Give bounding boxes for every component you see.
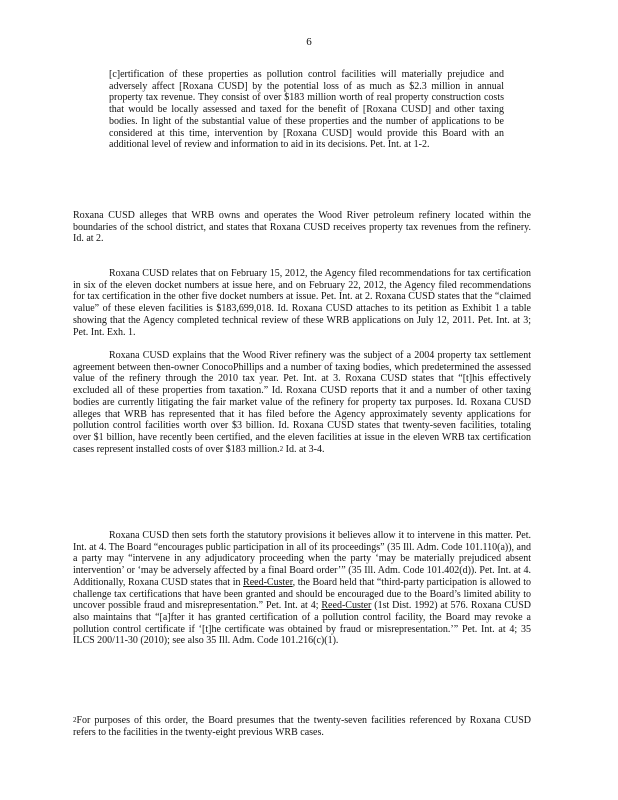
paragraph-agency-recommendations: Roxana CUSD relates that on February 15, 2012, the Agency filed recommendations for tax certification in six of the eleven docket numbers at issue here, and on February 22, 2012, the Agency filed recommendations for tax certification in the other five docket numbers at issue. Pet. Int. at 2. Roxana CUSD states that the “claimed value” of these eleven facilities is $183,699,018. Id. Roxana CUSD attaches to its petition as Exhibit 1 a table showing that the Agency completed technical review of these WRB applications on July 12, 2011. Pet. Int. at 3; Pet. Int. Exh. 1. (73, 268, 531, 338)
case-name-citation: Reed-Custer (321, 600, 372, 612)
paragraph-settlement (73, 350, 531, 455)
paragraph-settlement-cite: Id. at 3-4. (285, 443, 325, 455)
footnote (73, 715, 531, 738)
footnote-text: For purposes of this order, the Board presumes that the twenty-seven facilities referenced by Roxana CUSD refers to the facilities in the twenty-eight previous WRB cases. (73, 715, 531, 738)
paragraph-statutory-provisions (73, 530, 531, 647)
page-number: 6 (306, 36, 312, 48)
paragraph-refinery: Roxana CUSD alleges that WRB owns and operates the Wood River petroleum refinery located within the boundaries of the school district, and states that Roxana CUSD receives property tax revenues from the refinery. Id. at 2. (73, 210, 531, 245)
footnote-reference: 2 (279, 444, 284, 453)
paragraph-statutory-text-b: , the Board held that “third-party participation is allowed to challenge tax certifications that have been granted and should be encouraged due to the Board’s limited ability to uncover possible fraud and misrepresentation.” Pet. Int. at 4; (73, 576, 531, 612)
footnote-mark: 2 (73, 716, 77, 724)
paragraph-statutory-text-c: (1st Dist. 1992) at 576. Roxana CUSD also maintains that “[a]fter it has granted certification of a pollution control facility, the Board may revoke a pollution control certificate if ‘[t]he certificate was obtained by fraud or misrepresentation.’” Pet. Int. at 4; 35 ILCS 200/11-30 (2010); see also 35 Ill. Adm. Code 101.216(c)(1). (73, 600, 532, 647)
block-quote: [c]ertification of these properties as pollution control facilities will materially prejudice and adversely affect [Roxana CUSD] by the potential loss of as much as $2.3 million in annual property tax revenue. They consist of over $183 million worth of real property construction costs that would be locally assessed and taxed for the benefit of [Roxana CUSD] and other taxing bodies. In light of the substantial value of these properties and the number of applications to be considered at this time, intervention by [Roxana CUSD] would provide this Board with an additional level of review and information to aid in its decisions. Pet. Int. at 1-2. (109, 69, 504, 151)
paragraph-settlement-text: Roxana CUSD explains that the Wood River refinery was the subject of a 2004 property tax settlement agreement between then-owner ConocoPhillips and a number of taxing bodies, which predetermined the assessed value of the refinery through the 2010 tax year. Pet. Int. at 3. Roxana CUSD states that “[t]his effectively excluded all of these properties from taxation.” Id. Roxana CUSD reports that it and a number of other taxing bodies are currently litigating the fair market value of the refinery for property tax purposes. Id. Roxana CUSD alleges that WRB has represented that it has filed before the Agency approximately seventy applications for pollution control facilities worth over $3 billion. Id. Roxana CUSD states that twenty-seven facilities, totaling over $1 billion, have recently been certified, and the eleven facilities at issue in the eleven WRB tax certification cases represent installed costs of over $183 million. (73, 350, 531, 455)
case-name-link: Reed-Custer (243, 576, 293, 588)
paragraph-statutory-text-a: Roxana CUSD then sets forth the statutory provisions it believes allow it to intervene in this matter. Pet. Int. at 4. The Board “encourages public participation in all of its proceedings” (35 Ill. Adm. Code 101.110(a)), and a party may “intervene in any adjudicatory proceeding when the party ‘may be materially prejudiced absent intervention’ or ‘may be adversely affected by a final Board order’” (35 Ill. Adm. Code 101.402(d)). Pet. Int. at 4. Additionally, Roxana CUSD states that in (73, 530, 531, 588)
